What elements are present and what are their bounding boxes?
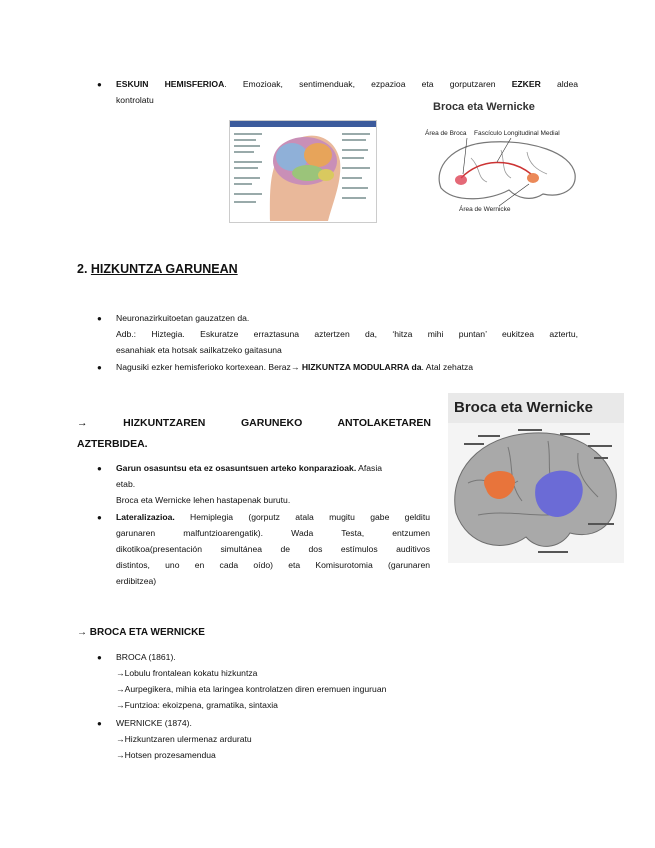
wernicke-area-label: Área de Wernicke xyxy=(459,206,511,213)
paragraph: Garun osasuntsu eta ez osasuntsuen arteko konparazioak. Afasia etab. Broca eta Wernicke lehen hastapenak burutu. xyxy=(116,463,383,505)
bullet-dot: ● xyxy=(97,314,102,323)
bullet-dot: ● xyxy=(97,363,102,372)
section-heading: → BROCA ETA WERNICKE xyxy=(77,627,205,638)
paragraph: WERNICKE (1874). →Hizkuntzaren ulermenaz arduratu →Hotsen prozesamendua xyxy=(116,718,252,760)
bullet-dot: ● xyxy=(97,513,102,522)
bullet-dot: ● xyxy=(97,80,102,89)
paragraph: BROCA (1861). →Lobulu frontalean kokatu hizkuntza →Aurpegikera, mihia eta laringea kontrolatzen diren eremuen inguruan →Funtzioa: ekoizpena, gramatika, sintaxia xyxy=(116,652,387,710)
paragraph: Nagusiki ezker hemisferioko kortexean. Beraz→ HIZKUNTZA MODULARRA da. Atal zehatza xyxy=(116,362,474,372)
figure-title: Broca eta Wernicke xyxy=(454,399,593,416)
section-heading: → HIZKUNTZAREN GARUNEKO ANTOLAKETAREN AZTERBIDEA. xyxy=(77,417,431,450)
fasciculus-label: Fascículo Longitudinal Medial xyxy=(474,130,560,137)
broca-wernicke-brain-figure xyxy=(448,393,624,563)
brain-outline xyxy=(431,138,581,206)
paragraph: Lateralizazioa. Hemiplegia (gorputz atala mugitu gabe gelditu garunaren malfuntzioarengatik). Wada Testa, entzumen dikotikoa(presentación simultánea de dos estímulos auditivos distintos, uno en cada oído) eta Komisurotomia (garunaren erdibitzea) xyxy=(116,512,430,586)
broca-wernicke-diagram xyxy=(419,100,584,214)
bullet-dot: ● xyxy=(97,653,102,662)
figure-title: Broca eta Wernicke xyxy=(433,101,535,113)
paragraph: ESKUIN HEMISFERIOA. Emozioak, sentimenduak, ezpazioa eta gorputzaren EZKER aldea kontrolatu xyxy=(116,79,579,105)
paragraph: Neuronazirkuitoetan gauzatzen da. Adb.: Hiztegia. Eskuratze erraztasuna aztertzen da, ‘hitza mihi puntan’ eukitzea aztertu, esanahiak eta hotsak sailkatzeko gaitasuna xyxy=(116,313,578,355)
bullet-dot: ● xyxy=(97,719,102,728)
brain-functions-figure xyxy=(229,120,377,223)
section-heading: 2. HIZKUNTZA GARUNEAN xyxy=(77,262,238,276)
broca-area-label: Área de Broca xyxy=(425,130,467,137)
brain-image xyxy=(448,423,624,563)
brain-head-illustration xyxy=(230,121,376,222)
bullet-dot: ● xyxy=(97,464,102,473)
